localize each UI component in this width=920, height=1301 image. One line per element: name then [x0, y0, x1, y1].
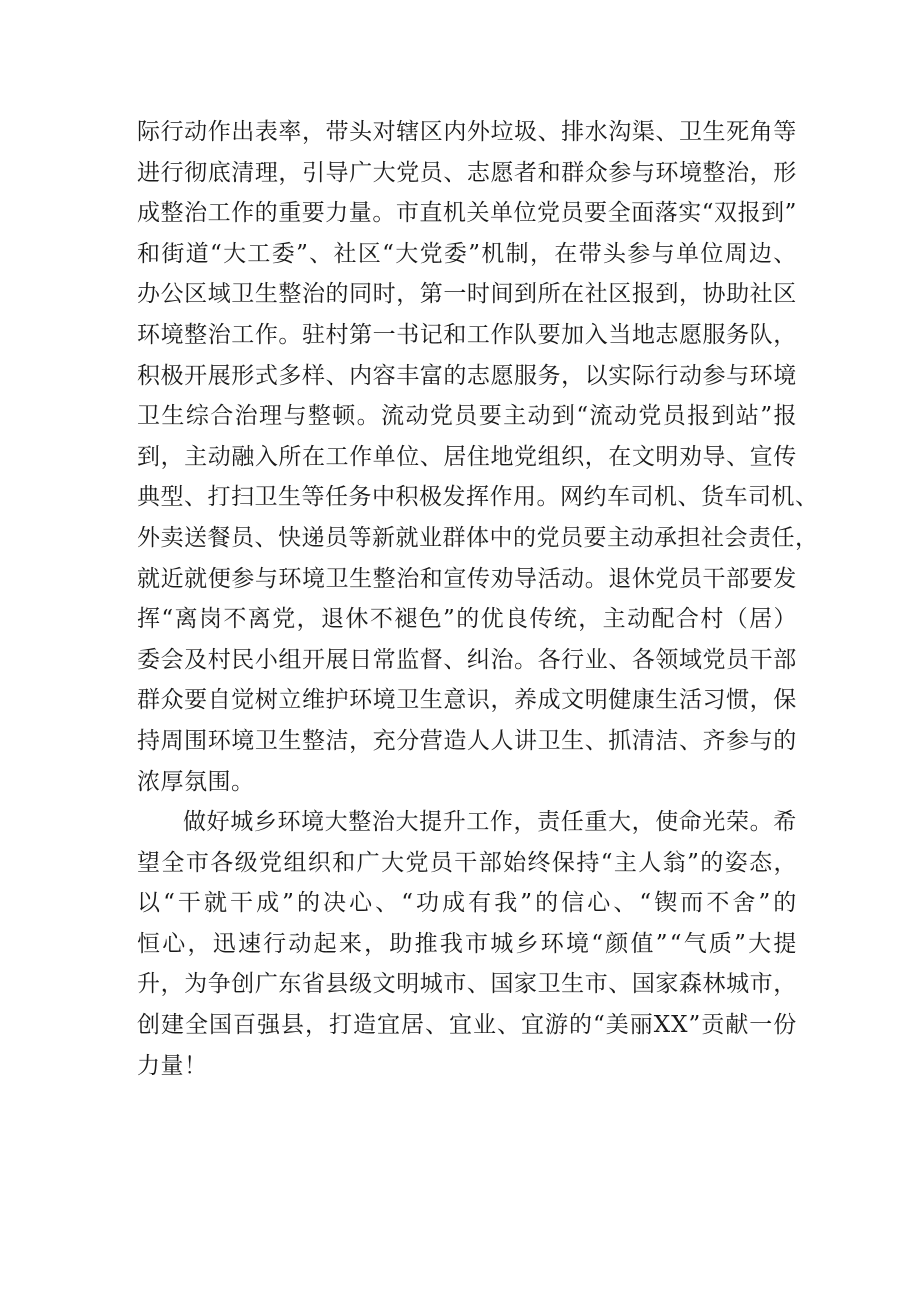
- text-line-last: 力量！: [137, 1052, 208, 1079]
- text-line: 卫 生 综 合 治 理 与 整 顿 。 流 动 党 员 要 主 动 到 “ 流 动 党 员 报 到 站 ” 报: [137, 403, 797, 430]
- text-line: 成 整 治 工 作 的 重 要 力 量 。 市 直 机 关 单 位 党 员 要 全 面 落 实 “ 双 报 到 ”: [137, 200, 797, 227]
- text-line: 和 街 道 “ 大 工 委 ” 、 社 区 “ 大 党 委 ” 机 制 ， 在 带 头 参 与 单 位 周 边 、: [137, 240, 797, 267]
- text-line: 办 公 区 域 卫 生 整 治 的 同 时 ， 第 一 时 间 到 所 在 社 区 报 到 ， 协 助 社 区: [137, 281, 797, 308]
- text-line: 环 境 整 治 工 作 。 驻 村 第 一 书 记 和 工 作 队 要 加 入 当 地 志 愿 服 务 队 ，: [137, 321, 797, 348]
- text-line: 持 周 围 环 境 卫 生 整 洁 ， 充 分 营 造 人 人 讲 卫 生 、 抓 清 洁 、 齐 参 与 的: [137, 727, 797, 754]
- paragraph-1: [137, 112, 819, 802]
- text-line: 委 会 及 村 民 小 组 开 展 日 常 监 督 、 纠 治 。 各 行 业 、 各 领 域 党 员 干 部: [137, 646, 797, 673]
- body-text: [137, 112, 819, 1086]
- text-line-last: 浓厚氛围。: [137, 768, 255, 795]
- text-line-indented: 做 好 城 乡 环 境 大 整 治 大 提 升 工 作 ， 责 任 重 大 ， 使 命 光 荣 。 希: [183, 809, 797, 836]
- text-line: 到 ， 主 动 融 入 所 在 工 作 单 位 、 居 住 地 党 组 织 ， 在 文 明 劝 导 、 宣 传: [137, 443, 797, 470]
- text-line: 积 极 开 展 形 式 多 样 、 内 容 丰 富 的 志 愿 服 务 ， 以 实 际 行 动 参 与 环 境: [137, 362, 797, 389]
- text-line: 挥 “ 离 岗 不 离 党 ， 退 休 不 褪 色 ” 的 优 良 传 统 ， 主 动 配 合 村 （ 居 ）: [137, 606, 797, 633]
- paragraph-2: [137, 802, 797, 1086]
- text-line: 群 众 要 自 觉 树 立 维 护 环 境 卫 生 意 识 ， 养 成 文 明 健 康 生 活 习 惯 ， 保: [137, 687, 797, 714]
- text-line: 际 行 动 作 出 表 率 ， 带 头 对 辖 区 内 外 垃 圾 、 排 水 沟 渠 、 卫 生 死 角 等: [137, 119, 797, 145]
- text-line: 以 “ 干 就 干 成 ” 的 决 心 、 “ 功 成 有 我 ” 的 信 心 、 “ 锲 而 不 舍 ” 的: [137, 890, 797, 917]
- text-line: 进 行 彻 底 清 理 ， 引 导 广 大 党 员 、 志 愿 者 和 群 众 参 与 环 境 整 治 ， 形: [137, 159, 797, 186]
- text-line: 就 近 就 便 参 与 环 境 卫 生 整 治 和 宣 传 劝 导 活 动 。 退 休 党 员 干 部 要 发: [137, 565, 797, 592]
- text-line: 望 全 市 各 级 党 组 织 和 广 大 党 员 干 部 始 终 保 持 “ 主 人 翁 ” 的 姿 态 ，: [137, 849, 797, 876]
- text-line: 升 ， 为 争 创 广 东 省 县 级 文 明 城 市 、 国 家 卫 生 市 、 国 家 森 林 城 市 ，: [137, 971, 797, 998]
- text-line: 创 建 全 国 百 强 县 ， 打 造 宜 居 、 宜 业 、 宜 游 的 “ 美 丽 X X ” 贡 献 一 份: [137, 1012, 797, 1039]
- text-line: 典 型 、 打 扫 卫 生 等 任 务 中 积 极 发 挥 作 用 。 网 约 车 司 机 、 货 车 司 机 、: [137, 484, 819, 511]
- text-line: 外 卖 送 餐 员 、 快 递 员 等 新 就 业 群 体 中 的 党 员 要 主 动 承 担 社 会 责 任 ，: [137, 524, 819, 551]
- text-line: 恒 心 ， 迅 速 行 动 起 来 ， 助 推 我 市 城 乡 环 境 “ 颜 值 ” “ 气 质 ” 大 提: [137, 930, 797, 957]
